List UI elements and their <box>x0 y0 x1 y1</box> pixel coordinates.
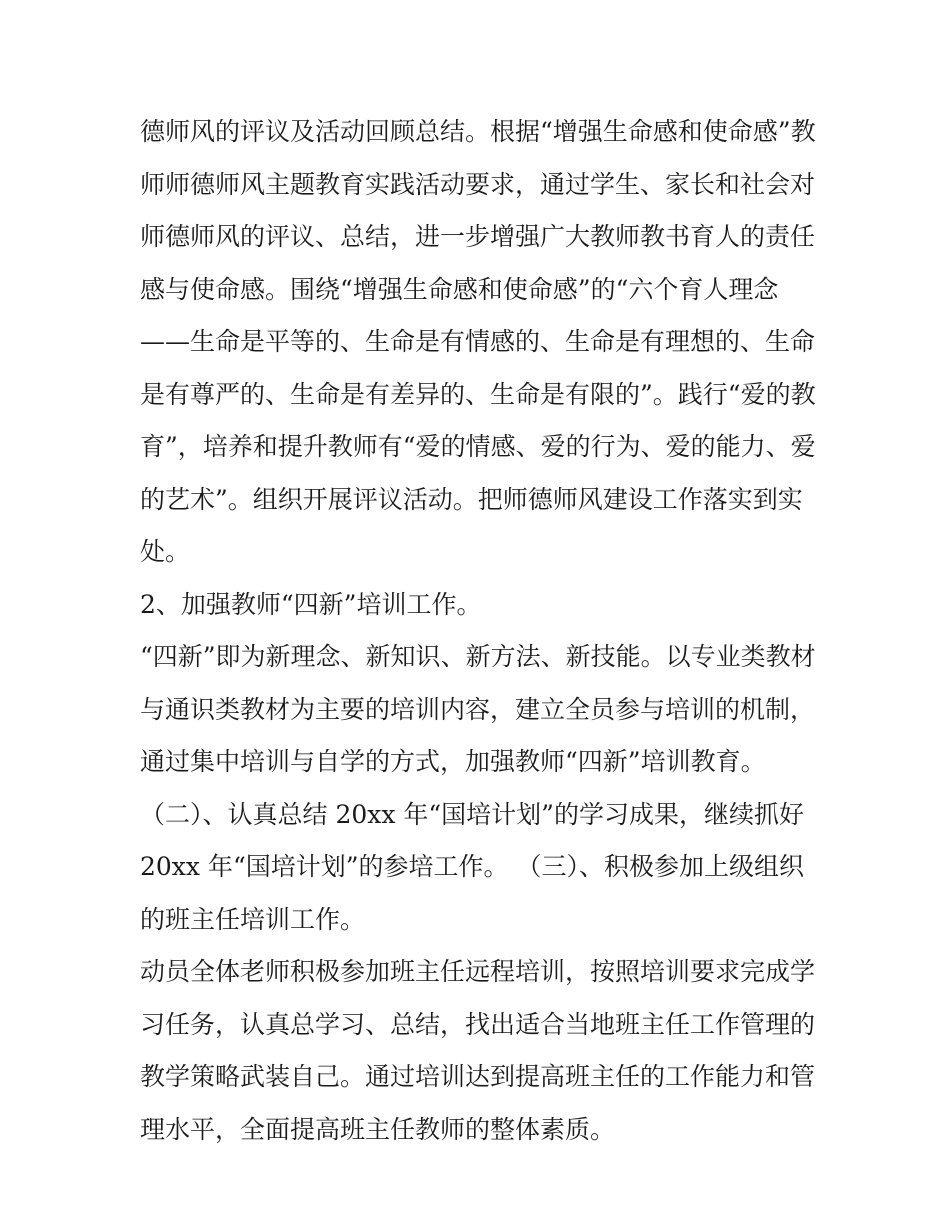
text-line: 20xx 年“国培计划”的参培工作。 （三）、积极参加上级组织 <box>140 852 804 881</box>
text-line: 理水平，全面提高班主任教师的整体素质。 <box>140 1114 616 1144</box>
text-line: 德师风的评议及活动回顾总结。根据“增强生命感和使命感”教 <box>140 117 816 146</box>
text-line: 教学策略武装自己。通过培训达到提高班主任的工作能力和管 <box>140 1062 816 1091</box>
body-text <box>140 106 830 1156</box>
text-line: 师师德师风主题教育实践活动要求，通过学生、家长和社会对 <box>140 169 816 199</box>
text-line: 习任务，认真总学习、总结，找出适合当地班主任工作管理的 <box>140 1009 816 1039</box>
text-line: 通过集中培训与自学的方式，加强教师“四新”培训教育。 <box>140 747 766 776</box>
text-line: 是有尊严的、生命是有差异的、生命是有限的”。践行“爱的教 <box>140 379 816 409</box>
text-line: ——生命是平等的、生命是有情感的、生命是有理想的、生命 <box>140 327 816 356</box>
text-line: （二）、认真总结 20xx 年“国培计划”的学习成果，继续抓好 <box>140 799 804 829</box>
text-line: 感与使命感。围绕“增强生命感和使命感”的“六个育人理念 <box>140 274 779 304</box>
text-line: “四新”即为新理念、新知识、新方法、新技能。以专业类教材 <box>140 642 816 671</box>
text-line: 育”，培养和提升教师有“爱的情感、爱的行为、爱的能力、爱 <box>140 432 816 461</box>
text-line: 动员全体老师积极参加班主任远程培训，按照培训要求完成学 <box>140 957 816 986</box>
section-heading: 2、加强教师“四新”培训工作。 <box>140 589 482 619</box>
text-line: 师德师风的评议、总结，进一步增强广大教师教书育人的责任 <box>140 222 816 251</box>
text-line: 与通识类教材为主要的培训内容，建立全员参与培训的机制， <box>140 694 816 724</box>
text-line: 的艺术”。组织开展评议活动。把师德师风建设工作落实到实 <box>140 484 803 514</box>
text-line: 处。 <box>140 537 191 566</box>
text-line: 的班主任培训工作。 <box>140 904 366 934</box>
